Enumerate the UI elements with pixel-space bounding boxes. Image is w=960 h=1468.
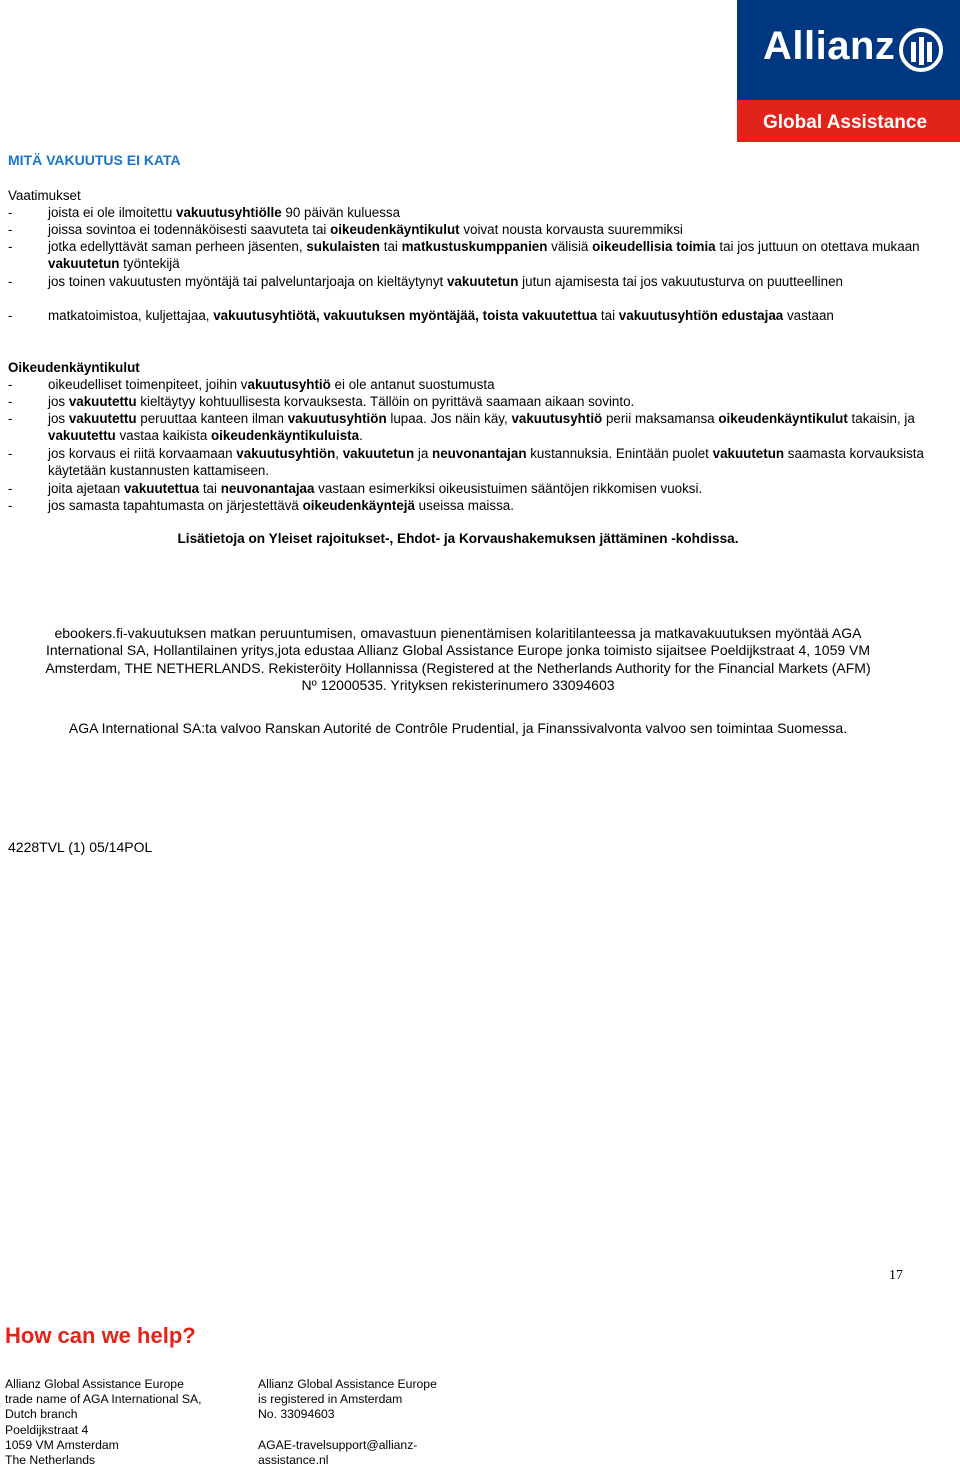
list-bullet: - xyxy=(8,377,13,392)
section-heading: MITÄ VAKUUTUS EI KATA xyxy=(8,152,181,168)
more-info-text: Lisätietoja on Yleiset rajoitukset-, Ehdot- ja Korvaushakemuksen jättäminen -kohdissa. xyxy=(177,531,739,546)
requirement-item: jotka edellyttävät saman perheen jäsenten, sukulaisten tai matkustuskumppanien välisiä oikeudellisia toimia tai jos juttuun on otettava mukaan vakuutetun työntekijä xyxy=(48,239,920,272)
footer-left xyxy=(5,1377,201,1468)
help-heading: How can we help? xyxy=(5,1323,196,1348)
list-bullet: - xyxy=(8,394,13,409)
footer-line: 1059 VM Amsterdam xyxy=(5,1437,119,1452)
footer-line: Allianz Global Assistance Europe xyxy=(5,1377,184,1391)
list-bullet: - xyxy=(8,446,13,461)
list-bullet: - xyxy=(8,498,13,513)
list-bullet: - xyxy=(8,308,13,323)
requirement-item: joista ei ole ilmoitettu vakuutusyhtiölle 90 päivän kuluessa xyxy=(48,205,401,220)
list-bullet: - xyxy=(8,411,13,426)
allianz-eagle-icon xyxy=(899,28,943,72)
legal-cost-item: jos vakuutettu peruuttaa kanteen ilman vakuutusyhtiön lupaa. Jos näin käy, vakuutusyhtiö perii maksamansa oikeudenkäyntikulut takaisin, ja vakuutettu vastaa kaikista oikeudenkäyntikuluista. xyxy=(48,411,915,444)
footer-line: Allianz Global Assistance Europe xyxy=(258,1377,437,1391)
footer-line: is registered in Amsterdam xyxy=(258,1392,403,1407)
requirement-item: matkatoimistoa, kuljettajaa, vakuutusyhtiötä, vakuutuksen myöntäjää, toista vakuutettua tai vakuutusyhtiön edustajaa vastaan xyxy=(48,308,834,323)
footer-line: Poeldijkstraat 4 xyxy=(5,1422,89,1437)
regulator-text: AGA International SA:ta valvoo Ranskan Autorité de Contrôle Prudential, ja Finanssivalvonta valvoo sen toimintaa Suomessa. xyxy=(68,720,848,736)
logo-top-block xyxy=(737,0,960,100)
legal-notice-line: Amsterdam, THE NETHERLANDS. Rekisteröity Hollannissa (Registered at the Netherlands Authority for the Financial Markets (AFM) xyxy=(45,659,871,676)
requirements-title: Vaatimukset xyxy=(8,188,81,203)
footer-line: AGAE-travelsupport@allianz- xyxy=(258,1437,418,1452)
page-number: 17 xyxy=(889,1268,903,1283)
list-bullet: - xyxy=(8,205,13,220)
legal-cost-item: jos samasta tapahtumasta on järjestettävä oikeudenkäyntejä useissa maissa. xyxy=(48,498,514,513)
division-name: Global Assistance xyxy=(763,112,928,133)
legal-notice xyxy=(0,625,916,695)
footer-line xyxy=(258,1423,437,1438)
list-bullet: - xyxy=(8,222,13,237)
footer-line: trade name of AGA International SA, xyxy=(5,1392,202,1407)
legal-notice-line: Nº 12000535. Yrityksen rekisterinumero 33094603 xyxy=(301,677,615,694)
requirement-item: joissa sovintoa ei todennäköisesti saavuteta tai oikeudenkäyntikulut voivat nousta korvausta suuremmiksi xyxy=(48,222,683,237)
footer-line: Dutch branch xyxy=(5,1407,78,1422)
brand-name: Allianz xyxy=(763,24,896,68)
legal-cost-item: jos vakuutettu kieltäytyy kohtuullisesta korvauksesta. Tällöin on pyrittävä saamaan aikaan sovinto. xyxy=(48,394,635,409)
list-bullet: - xyxy=(8,239,13,254)
legal-cost-item: oikeudelliset toimenpiteet, joihin vakuutusyhtiö ei ole antanut suostumusta xyxy=(48,377,495,392)
legal-notice-line: International SA, Hollantilainen yritys,jota edustaa Allianz Global Assistance Europe jonka toimisto sijaitsee Poeldijkstraat 4, 1059 VM xyxy=(45,642,871,659)
footer-right xyxy=(258,1377,437,1468)
document-code: 4228TVL (1) 05/14POL xyxy=(8,839,153,855)
list-bullet: - xyxy=(8,274,13,289)
legal-cost-item: joita ajetaan vakuutettua tai neuvonantajaa vastaan esimerkiksi oikeusistuimen sääntöjen rikkomisen vuoksi. xyxy=(48,481,703,496)
footer-line: No. 33094603 xyxy=(258,1407,335,1422)
requirement-item: jos toinen vakuutusten myöntäjä tai palveluntarjoaja on kieltäytynyt vakuutetun jutun ajamisesta tai jos vakuutusturva on puutteellinen xyxy=(48,274,843,289)
legal-cost-item: jos korvaus ei riitä korvaamaan vakuutusyhtiön, vakuutetun ja neuvonantajan kustannuksia. Enintään puolet vakuutetun saamasta korvauksista käytetään kustannusten kattamiseen. xyxy=(48,446,924,479)
footer-line: assistance.nl xyxy=(258,1453,329,1467)
legal-notice-line: ebookers.fi-vakuutuksen matkan peruuntumisen, omavastuun pienentämisen kolaritilanteessa ja matkavakuutuksen myöntää AGA xyxy=(54,625,862,641)
legal-costs-title: Oikeudenkäyntikulut xyxy=(8,360,140,375)
list-bullet: - xyxy=(8,481,13,496)
allianz-logo xyxy=(737,0,960,142)
logo-bottom-block xyxy=(737,100,960,142)
footer-line: The Netherlands xyxy=(5,1453,96,1468)
